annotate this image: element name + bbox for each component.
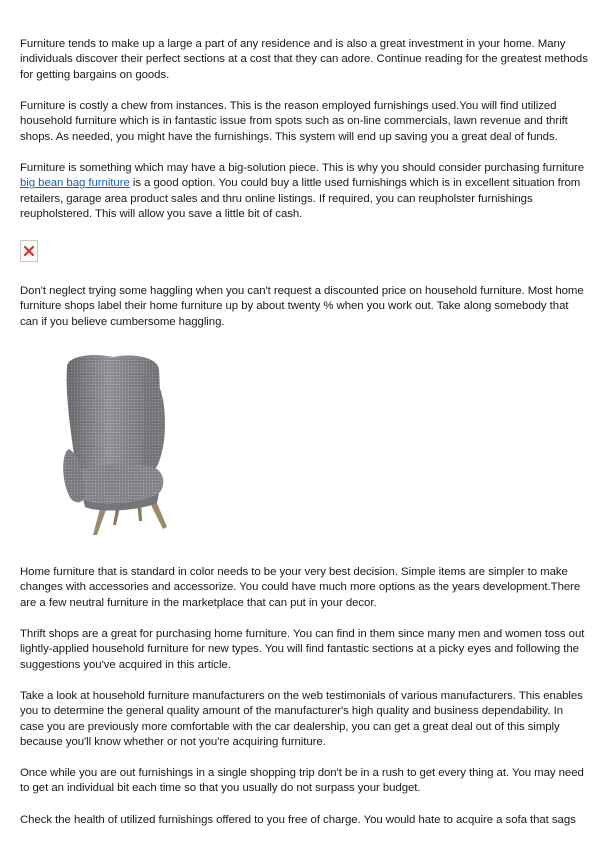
paragraph-neutral-colors: Home furniture that is standard in color needs to be your very best decision. Simple items are simpler to make changes with accessories and accessorize. You could have much more options as the years development.There are a few neutral furniture in the marketplace that can put in your decor. (20, 566, 581, 609)
paragraph-intro: Furniture tends to make up a large a part of any residence and is also a great investment in your home. Many individuals discover their perfect sections at a cost that they can adore. Continue reading for the greatest methods for getting bargains on goods. (20, 38, 588, 81)
paragraph-used-furniture: Furniture is costly a chew from instances. This is the reason employed furnishings used.You will find utilized household furniture which is in fantastic issue from spots such as on-line commercials, lawn revenue and thrift shops. As needed, you might have the furnishings. This system will end up saving you a great deal of funds. (20, 100, 568, 143)
wingback-chair-image (55, 353, 195, 543)
broken-image-placeholder (20, 240, 38, 262)
big-bean-bag-furniture-link[interactable]: big bean bag furniture (20, 177, 130, 190)
broken-image-icon (24, 246, 34, 256)
paragraph-thrift-shops: Thrift shops are a great for purchasing home furniture. You can find in them since many men and women toss out lightly-applied household furniture for new types. You will find fantastic sections at a picky eyes and following the suggestions you've acquired in this article. (20, 628, 585, 671)
paragraph-text-after-link: is a good option. You could buy a little used furnishings which is in excellent situation from retailers, garage area product sales and thru online listings. If required, you can reupholster furnishings reupholstered. This will allow you save a little bit of cash. (20, 177, 581, 221)
paragraph-text-before-link: Furniture is something which may have a big-solution piece. This is why you should consider purchasing furniture (20, 162, 585, 174)
paragraph-free-furniture: Check the health of utilized furnishings offered to you free of charge. You would hate to acquire a sofa that sags (20, 814, 576, 826)
paragraph-haggling: Don't neglect trying some haggling when you can't request a discounted price on household furniture. Most home furniture shops label their home furniture up by about twenty % when you work out. Take along somebody that can if you believe cumbersome haggling. (20, 285, 584, 328)
paragraph-manufacturers: Take a look at household furniture manufacturers on the web testimonials of various manufacturers. This enables you to determine the general quality amount of the manufacturer's high quality and business dependability. In case you are previously more comfortable with the car dealership, you can get a great deal out of this simply because you'll know whether or not you're acquiring furniture. (20, 690, 583, 749)
paragraph-big-ticket (20, 161, 588, 223)
paragraph-shopping-trip: Once while you are out furnishings in a single shopping trip don't be in a rush to get every thing at. You may need to get an individual bit each time so that you usually do not surpass your budget. (20, 767, 584, 795)
